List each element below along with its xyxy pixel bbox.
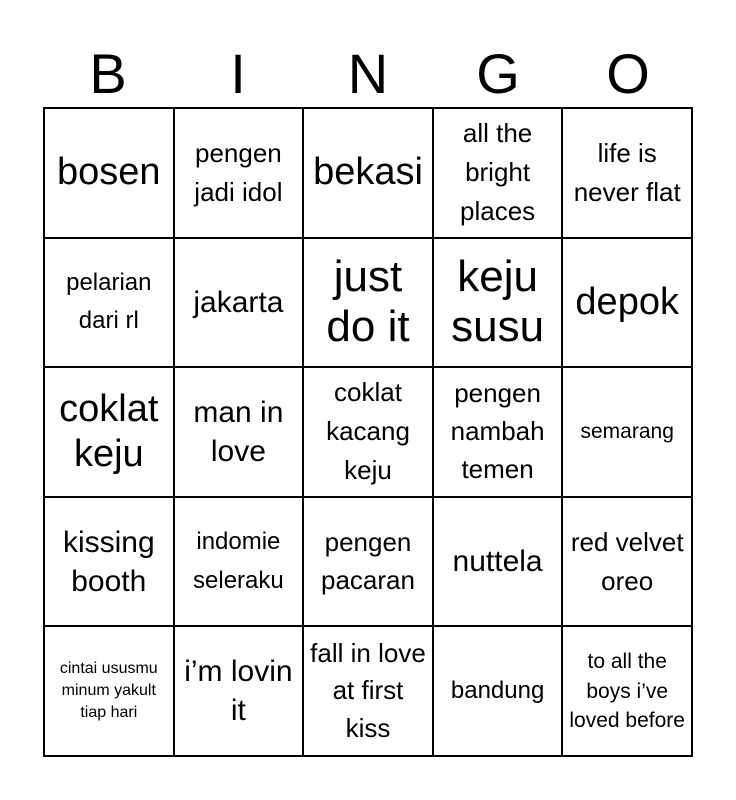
bingo-grid [43, 107, 693, 757]
bingo-cell[interactable]: bosen [44, 108, 174, 238]
bingo-cell[interactable]: coklat keju [44, 367, 174, 497]
bingo-cell[interactable]: semarang [562, 367, 692, 497]
header-letter-b: B [89, 42, 127, 105]
header-letter-g: G [476, 42, 520, 105]
bingo-cell[interactable]: nuttela [433, 497, 563, 627]
bingo-cell[interactable]: pengen nambah temen [433, 367, 563, 497]
bingo-cell[interactable]: just do it [303, 238, 433, 368]
bingo-cell[interactable]: pengen pacaran [303, 497, 433, 627]
header-letter-o: O [606, 42, 650, 105]
bingo-cell[interactable]: keju susu [433, 238, 563, 368]
bingo-cell[interactable]: pelarian dari rl [44, 238, 174, 368]
header-letter-n: N [347, 42, 389, 105]
header-letter-i: I [230, 42, 246, 105]
bingo-cell[interactable]: to all the boys i’ve loved before [562, 626, 692, 756]
bingo-cell[interactable]: man in love [174, 367, 304, 497]
bingo-cell[interactable]: cintai ususmu minum yakult tiap hari [44, 626, 174, 756]
bingo-cell[interactable]: i’m lovin it [174, 626, 304, 756]
bingo-cell[interactable]: fall in love at first kiss [303, 626, 433, 756]
bingo-cell[interactable]: depok [562, 238, 692, 368]
bingo-cell[interactable]: life is never flat [562, 108, 692, 238]
bingo-cell[interactable]: indomie seleraku [174, 497, 304, 627]
bingo-cell[interactable]: bekasi [303, 108, 433, 238]
bingo-cell[interactable]: coklat kacang keju [303, 367, 433, 497]
bingo-cell[interactable]: kissing booth [44, 497, 174, 627]
bingo-cell[interactable]: bandung [433, 626, 563, 756]
bingo-cell[interactable]: red velvet oreo [562, 497, 692, 627]
bingo-cell[interactable]: pengen jadi idol [174, 108, 304, 238]
bingo-cell[interactable]: all the bright places [433, 108, 563, 238]
bingo-header [43, 40, 693, 108]
bingo-cell[interactable]: jakarta [174, 238, 304, 368]
